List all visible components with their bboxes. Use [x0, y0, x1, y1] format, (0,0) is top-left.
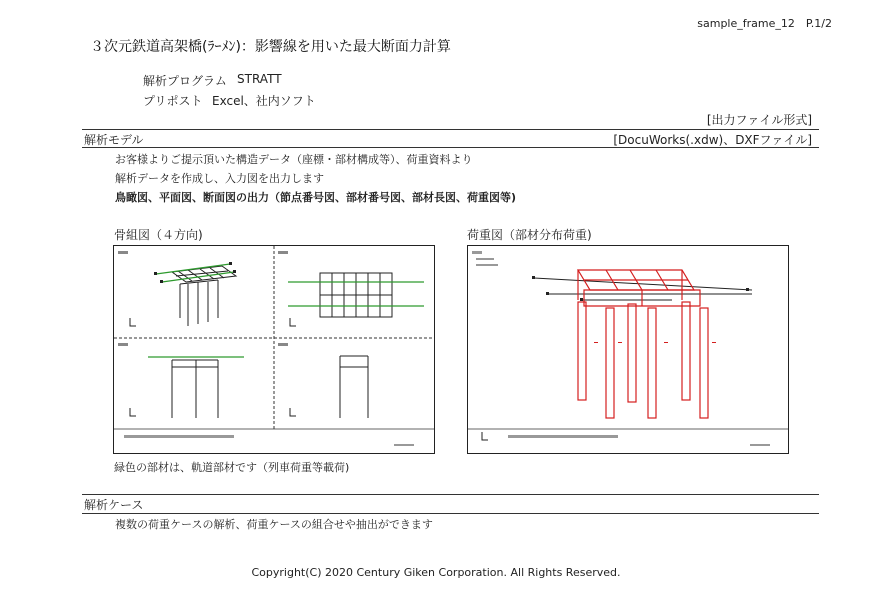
- skeleton-figure-title: 骨組図（４方向): [114, 228, 203, 242]
- view-label-mark: [278, 251, 288, 254]
- legend-marks: [472, 251, 498, 266]
- elevation-view: [172, 360, 218, 418]
- distributed-load-frame: [578, 270, 708, 418]
- plan-view: [320, 273, 392, 317]
- view-label-mark: [118, 343, 128, 346]
- case-description: 複数の荷重ケースの解析、荷重ケースの組合せや抽出ができます: [115, 518, 433, 531]
- analysis-program-value: STRATT: [237, 72, 282, 86]
- copyright-footer: Copyright(C) 2020 Century Giken Corporation. All Rights Reserved.: [251, 566, 621, 579]
- prepost-label: プリポスト: [143, 94, 203, 108]
- analysis-program-label: 解析プログラム: [143, 74, 227, 88]
- output-format-value: [DocuWorks(.xdw)、DXFファイル]: [613, 133, 812, 147]
- model-outputs-list: 鳥瞰図、平面図、断面図の出力（節点番号図、部材番号図、部材長図、荷重図等): [115, 191, 517, 204]
- caption-text-mark: [124, 435, 234, 438]
- view-label-mark: [278, 343, 288, 346]
- caption-text-mark: [750, 444, 770, 446]
- load-figure-title: 荷重図（部材分布荷重): [467, 228, 592, 242]
- divider-case-top: [82, 494, 819, 495]
- caption-text-mark: [508, 435, 618, 438]
- page-reference: sample_frame_12 P.1/2: [697, 17, 832, 30]
- load-diagram: [467, 245, 789, 454]
- skeleton-diagram: [113, 245, 435, 454]
- axis-icon: [482, 432, 488, 440]
- prepost-value: Excel、社内ソフト: [212, 94, 316, 108]
- case-section-heading: 解析ケース: [84, 498, 144, 512]
- caption-text-mark: [394, 444, 414, 446]
- output-format-header: [出力ファイル形式]: [706, 113, 812, 127]
- load-value-marks: [594, 342, 716, 343]
- divider-model-top: [82, 129, 819, 130]
- view-label-mark: [118, 251, 128, 254]
- rail-member-note: 緑色の部材は、軌道部材です（列車荷重等載荷): [114, 461, 350, 474]
- model-section-heading: 解析モデル: [84, 133, 144, 147]
- model-description-line1: お客様よりご提示頂いた構造データ（座標・部材構成等）、荷重資料より: [115, 153, 473, 166]
- divider-case-bottom: [82, 513, 819, 514]
- load-beam-lines: [534, 278, 752, 300]
- document-title: ３次元鉄道高架橋(ﾗｰﾒﾝ)：影響線を用いた最大断面力計算: [90, 39, 451, 55]
- birds-eye-view: [172, 266, 236, 326]
- model-description-line2: 解析データを作成し、入力図を出力します: [115, 172, 324, 185]
- side-view: [340, 356, 368, 418]
- divider-model-bottom: [82, 147, 819, 148]
